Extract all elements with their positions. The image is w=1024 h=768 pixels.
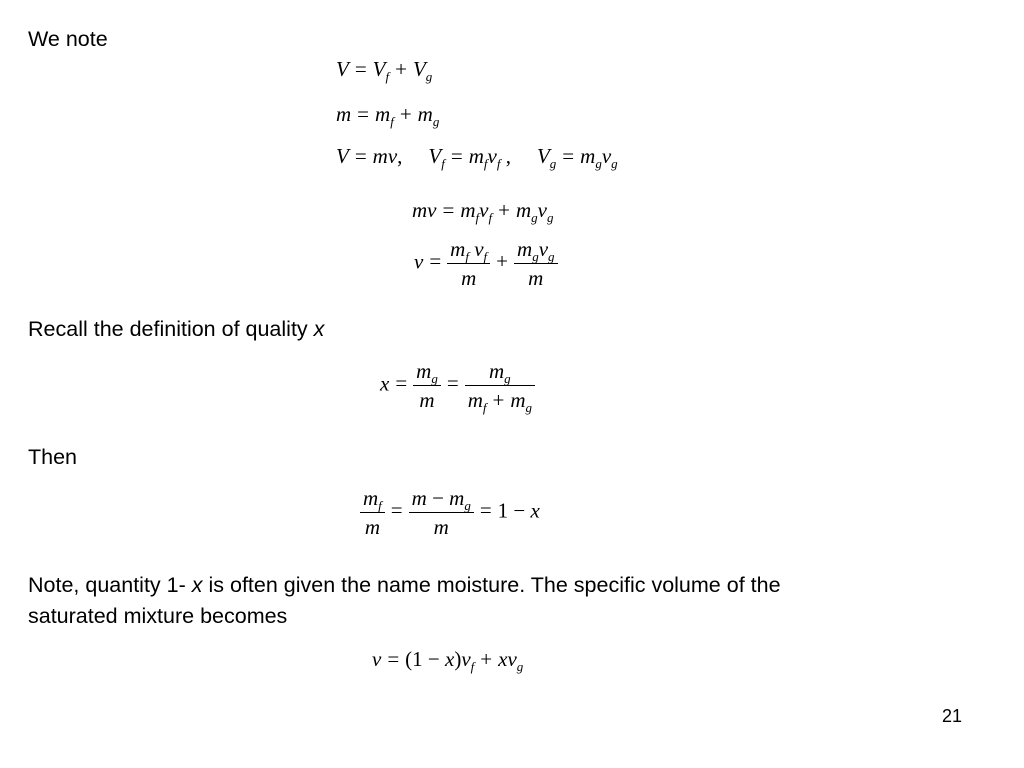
equation-specific-volume-fractions: v = $\frac{m_f v_f}{m}$ + $\frac{m_gv_g}{m}$ [414,236,558,291]
quality-variable: x [313,317,325,341]
recall-quality-text: Recall the definition of quality x [28,317,325,341]
equation-mixture-specific-volume: $v = (1 - x)v_f + xv_g$ [372,647,524,674]
equation-liquid-fraction: $\frac{m_f}{m}$ = $\frac{m - m_g}{m}$ = 1 − x [360,485,540,540]
equation-total-volume: $V = V_f + V_g$ [336,57,433,84]
page-number: 21 [941,706,962,726]
moisture-note-text: Note, quantity 1- x is often given the name moisture. The specific volume of the [28,573,781,597]
moisture-note-text-line2: saturated mixture becomes [28,604,288,628]
equation-mass-volume-sum: mv = $m_fv_f + m_gv_g$ [412,198,554,225]
we-note-text: We note [28,27,108,51]
equation-volume-relations: V = mv, $V_f = m_fv_f$ , $V_g = m_gv_g$ [336,144,618,171]
moisture-variable: x [191,573,203,597]
then-text: Then [28,445,78,469]
equation-total-mass: $m = m_f + m_g$ [336,102,440,129]
equation-quality-definition: x = $\frac{m_g}{m}$ = $\frac{m_g}{m_f + m_g}$ [380,358,535,413]
